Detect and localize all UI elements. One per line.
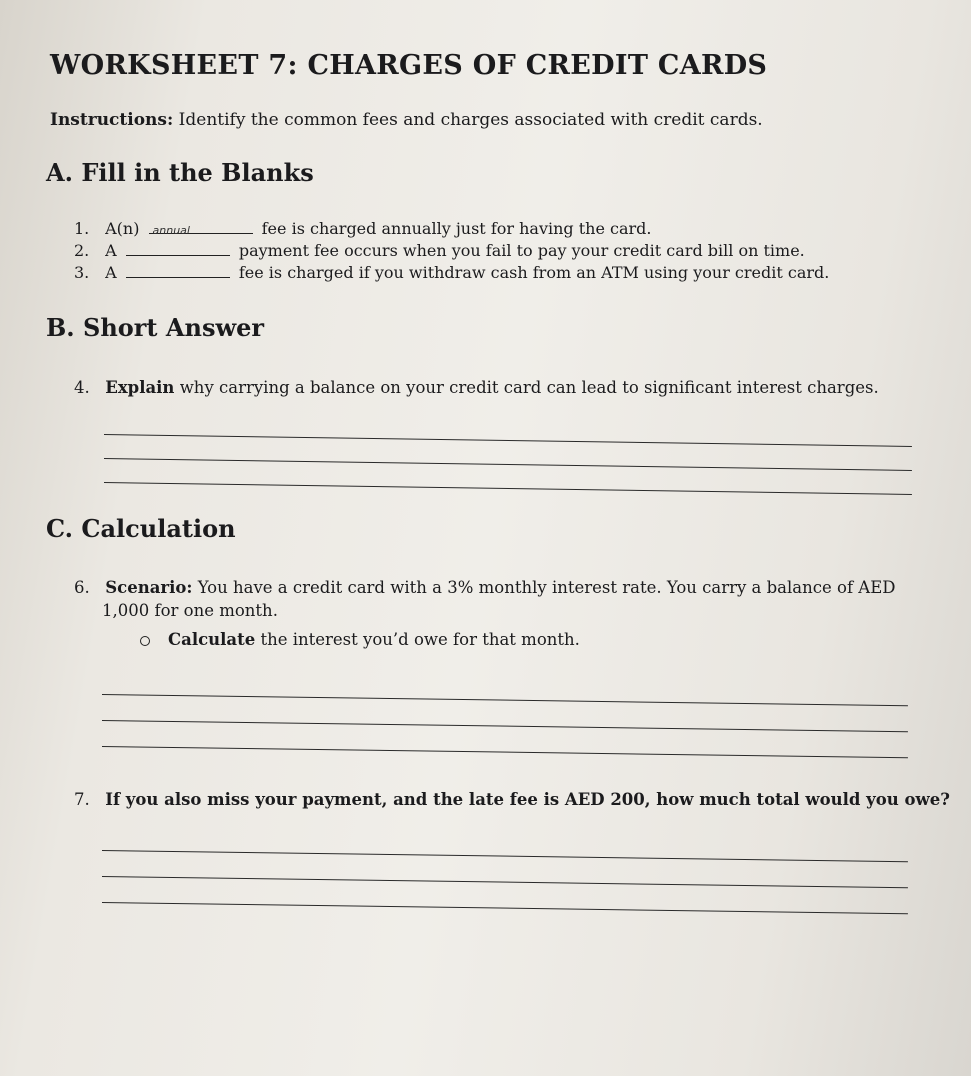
question-4 — [74, 378, 879, 397]
question-3-text: fee is charged if you withdraw cash from an ATM using your credit card. — [238, 263, 830, 282]
question-6-line2: 1,000 for one month. — [102, 601, 278, 620]
question-6-subitem — [140, 630, 580, 649]
question-1-prefix: A(n) — [105, 219, 140, 238]
question-1-text: fee is charged annually just for having the card. — [261, 219, 652, 238]
question-6-sub-text: the interest you’d owe for that month. — [260, 630, 580, 649]
question-2-number: 2. — [74, 241, 90, 260]
question-6-keyword: Scenario: — [105, 578, 193, 597]
answer-line-6b[interactable] — [102, 720, 908, 732]
worksheet-title: WORKSHEET 7: CHARGES OF CREDIT CARDS — [50, 50, 768, 81]
question-7-text: If you also miss your payment, and the late fee is AED 200, how much total would you owe? — [105, 790, 950, 809]
question-1-number: 1. — [74, 219, 90, 238]
section-c-heading: C. Calculation — [46, 514, 236, 543]
question-2-answer — [126, 246, 130, 259]
question-4-text: why carrying a balance on your credit card can lead to significant interest charges. — [179, 378, 879, 397]
answer-line-4c[interactable] — [104, 482, 912, 495]
question-6 — [74, 578, 896, 597]
question-4-keyword: Explain — [105, 378, 175, 397]
answer-line-7b[interactable] — [102, 876, 908, 888]
instructions — [50, 110, 763, 130]
question-3-answer — [126, 268, 130, 281]
answer-line-4b[interactable] — [104, 458, 912, 471]
question-1-blank[interactable] — [149, 219, 253, 237]
answer-line-4a[interactable] — [104, 434, 912, 447]
question-7-number: 7. — [74, 790, 90, 809]
question-3-blank[interactable] — [126, 263, 230, 278]
answer-line-7a[interactable] — [102, 850, 908, 862]
instructions-text: Identify the common fees and charges associated with credit cards. — [178, 110, 763, 130]
question-7 — [74, 790, 950, 809]
question-6-text-line1: You have a credit card with a 3% monthly interest rate. You carry a balance of AED — [197, 578, 896, 597]
question-3-prefix: A — [105, 263, 117, 282]
instructions-label: Instructions: — [50, 110, 174, 130]
question-2-prefix: A — [105, 241, 117, 260]
section-a-heading: A. Fill in the Blanks — [46, 158, 314, 187]
answer-line-7c[interactable] — [102, 902, 908, 914]
answer-line-6c[interactable] — [102, 746, 908, 758]
question-3-number: 3. — [74, 263, 90, 282]
question-2-blank[interactable] — [126, 241, 230, 256]
question-6-number: 6. — [74, 578, 90, 597]
bullet-icon — [140, 636, 150, 646]
question-6-sub-keyword: Calculate — [168, 630, 256, 649]
question-2-text: payment fee occurs when you fail to pay your credit card bill on time. — [238, 241, 805, 260]
section-b-heading: B. Short Answer — [46, 313, 265, 342]
question-2 — [74, 241, 805, 260]
question-1 — [74, 219, 652, 238]
question-3 — [74, 263, 829, 282]
answer-line-6a[interactable] — [102, 694, 908, 706]
question-4-number: 4. — [74, 378, 90, 397]
question-1-answer: annual — [152, 224, 190, 237]
